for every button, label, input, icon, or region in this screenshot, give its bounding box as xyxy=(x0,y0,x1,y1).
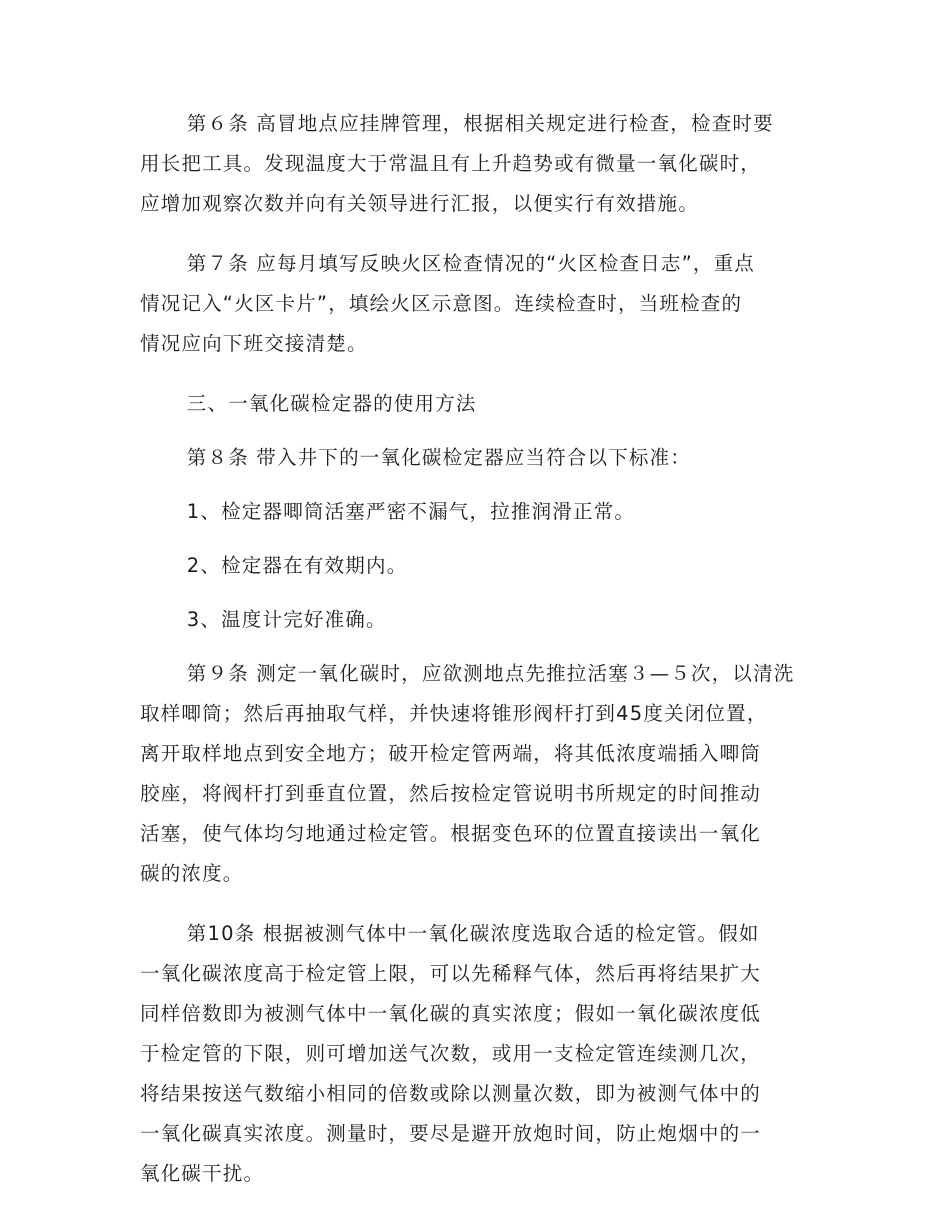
paragraph-article-6 xyxy=(140,104,810,224)
text-line: 同样倍数即为被测气体中一氧化碳的真实浓度；假如一氧化碳浓度低 xyxy=(140,1002,762,1025)
paragraph-article-8 xyxy=(140,438,810,478)
text-line: 第６条 高冒地点应挂牌管理，根据相关规定进行检查，检查时要 xyxy=(186,112,774,135)
text-line: 活塞，使气体均匀地通过检定管。根据变色环的位置直接读出一氧化 xyxy=(140,822,762,845)
text-line: 离开取样地点到安全地方；破开检定管两端，将其低浓度端插入唧筒 xyxy=(140,742,762,765)
paragraph-article-9 xyxy=(140,654,810,894)
paragraph-article-10 xyxy=(140,914,810,1194)
text-line: 情况记入“火区卡片”，填绘火区示意图。连续检查时，当班检查的 xyxy=(140,292,743,315)
list-item-2 xyxy=(140,546,810,586)
text-line: 于检定管的下限，则可增加送气次数，或用一支检定管连续测几次， xyxy=(140,1042,762,1065)
text-line: 用长把工具。发现温度大于常温且有上升趋势或有微量一氧化碳时， xyxy=(140,152,762,175)
text-line: 第７条 应每月填写反映火区检查情况的“火区检查日志”，重点 xyxy=(186,252,756,275)
text-line: 第10条 根据被测气体中一氧化碳浓度选取合适的检定管。假如 xyxy=(186,922,760,945)
section-heading xyxy=(140,384,810,424)
text-line: 第８条 带入井下的一氧化碳检定器应当符合以下标准： xyxy=(186,446,691,469)
text-line: 一氧化碳真实浓度。测量时，要尽是避开放炮时间，防止炮烟中的一 xyxy=(140,1122,762,1145)
text-line: 应增加观察次数并向有关领导进行汇报，以便实行有效措施。 xyxy=(140,192,699,215)
text-line: 取样唧筒；然后再抽取气样，并快速将锥形阀杆打到45度关闭位置， xyxy=(140,702,768,725)
list-item-1 xyxy=(140,492,810,532)
text-line: 碳的浓度。 xyxy=(140,862,244,885)
text-line: 2、检定器在有效期内。 xyxy=(186,554,408,577)
text-line: 3、温度计完好准确。 xyxy=(186,608,387,631)
text-line: 第９条 测定一氧化碳时，应欲测地点先推拉活塞３—５次，以清洗 xyxy=(186,662,795,685)
paragraph-article-7 xyxy=(140,244,810,364)
text-line: 氧化碳干扰。 xyxy=(140,1162,265,1185)
text-line: 一氧化碳浓度高于检定管上限，可以先稀释气体，然后再将结果扩大 xyxy=(140,962,762,985)
text-line: 三、一氧化碳检定器的使用方法 xyxy=(186,392,477,415)
text-line: 将结果按送气数缩小相同的倍数或除以测量次数，即为被测气体中的 xyxy=(140,1082,762,1105)
document-body xyxy=(140,104,810,1194)
list-item-3 xyxy=(140,600,810,640)
text-line: 情况应向下班交接清楚。 xyxy=(140,332,368,355)
text-line: 胶座，将阀杆打到垂直位置，然后按检定管说明书所规定的时间推动 xyxy=(140,782,762,805)
text-line: 1、检定器唧筒活塞严密不漏气，拉推润滑正常。 xyxy=(186,500,636,523)
